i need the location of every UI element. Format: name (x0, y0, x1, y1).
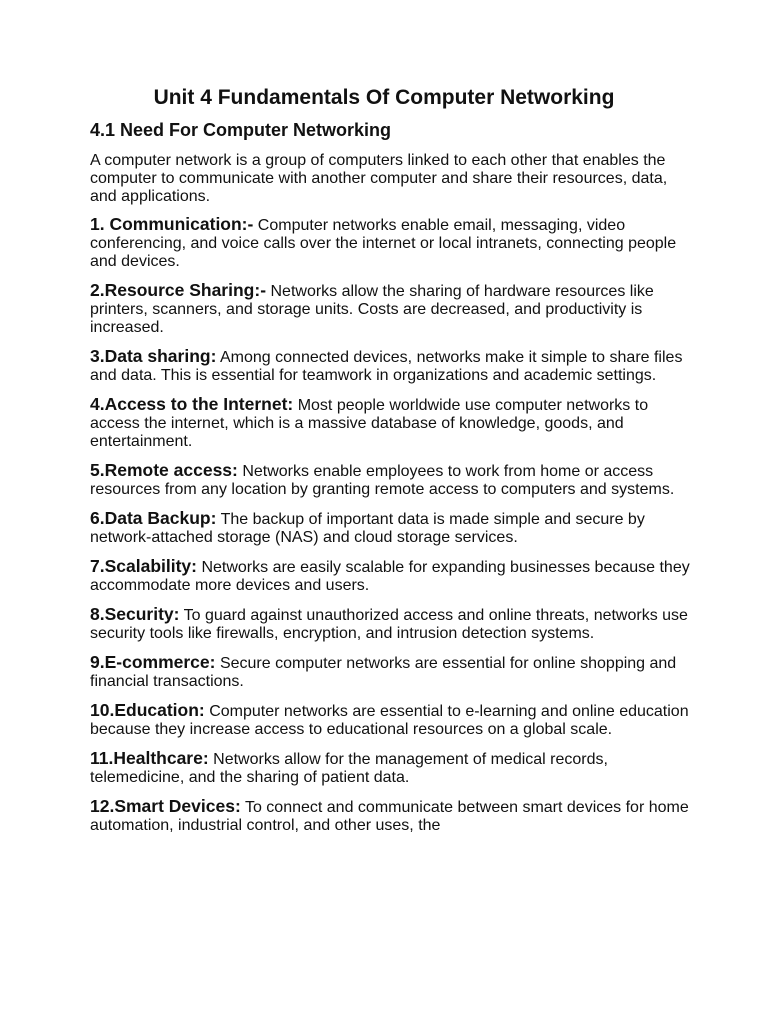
list-item (90, 653, 690, 691)
item-text: Networks allow the sharing of hardware resources like printers, scanners, and storage units. Costs are decreased, and productivity is increased. (90, 283, 654, 336)
item-title: 11.Healthcare: (90, 748, 209, 768)
list-item (90, 461, 690, 499)
item-text: To guard against unauthorized access and online threats, networks use security tools like firewalls, encryption, and intrusion detection systems. (90, 607, 688, 642)
intro-paragraph: A computer network is a group of computers linked to each other that enables the computer to communicate with another computer and share their resources, data, and applications. (90, 152, 668, 205)
item-text: Networks are easily scalable for expanding businesses because they accommodate more devices and users. (90, 559, 690, 594)
item-title: 8.Security: (90, 604, 180, 624)
list-item (90, 749, 690, 787)
item-text: Computer networks enable email, messaging, video conferencing, and voice calls over the internet or local intranets, connecting people and devices. (90, 217, 677, 270)
list-item (90, 347, 690, 385)
list-item (90, 605, 690, 643)
item-title: 10.Education: (90, 700, 205, 720)
item-title: 7.Scalability: (90, 556, 197, 576)
list-item (90, 395, 690, 451)
item-title: 3.Data sharing: (90, 346, 217, 366)
item-text: Networks enable employees to work from home or access resources from any location by granting remote access to computers and systems. (90, 463, 675, 498)
item-title: 2.Resource Sharing:- (90, 280, 267, 300)
list-item (90, 557, 690, 595)
list-item (90, 509, 690, 547)
item-text: To connect and communicate between smart devices for home automation, industrial control, and other uses, the (90, 799, 689, 834)
item-text: Secure computer networks are essential for online shopping and financial transactions. (90, 655, 677, 690)
section-heading: 4.1 Need For Computer Networking (90, 120, 392, 140)
item-text: Most people worldwide use computer networks to access the internet, which is a massive database of knowledge, goods, and entertainment. (90, 397, 649, 450)
item-title: 4.Access to the Internet: (90, 394, 294, 414)
item-title: 12.Smart Devices: (90, 796, 241, 816)
item-title: 9.E-commerce: (90, 652, 216, 672)
item-text: The backup of important data is made simple and secure by network-attached storage (NAS) and cloud storage services. (90, 511, 645, 546)
list-item (90, 797, 690, 835)
list-item (90, 215, 690, 271)
page-title: Unit 4 Fundamentals Of Computer Networking (153, 86, 615, 109)
item-text: Among connected devices, networks make it simple to share files and data. This is essential for teamwork in organizations and academic settings. (90, 349, 683, 384)
item-text: Computer networks are essential to e-learning and online education because they increase access to educational resources on a global scale. (90, 703, 689, 738)
item-title: 5.Remote access: (90, 460, 238, 480)
item-title: 1. Communication:- (90, 214, 254, 234)
item-title: 6.Data Backup: (90, 508, 217, 528)
list-item (90, 701, 690, 739)
list-item (90, 281, 690, 337)
needs-list (90, 215, 690, 845)
item-text: Networks allow for the management of medical records, telemedicine, and the sharing of patient data. (90, 751, 608, 786)
